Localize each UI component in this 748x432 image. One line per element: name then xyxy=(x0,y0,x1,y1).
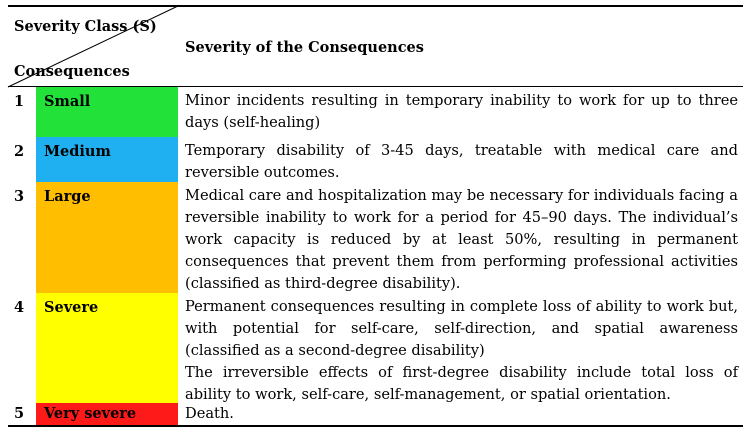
consequence-description xyxy=(185,90,738,134)
table-row-small xyxy=(8,87,743,137)
header-severity-of-consequences: Severity of the Consequences xyxy=(185,39,424,56)
table-row-large xyxy=(8,182,743,293)
row-number: 1 xyxy=(14,93,25,110)
row-number: 2 xyxy=(14,143,25,160)
severity-class-label: Very severe xyxy=(44,405,137,422)
severity-class-cell-very-severe xyxy=(36,403,178,425)
consequence-description xyxy=(185,296,738,406)
description-paragraph: Medical care and hospitalization may be necessary for individuals facing a reversible inability to work for a period for 45–90 days. The individual’s work capacity is reduced by at least 50%, resulting in permanent consequences that prevent them from performing professional activities (classified as third-degree disability). xyxy=(185,187,738,292)
severity-class-cell-severe xyxy=(36,293,178,403)
header-consequences: Consequences xyxy=(14,63,130,80)
row-number: 5 xyxy=(14,405,25,422)
row-number: 3 xyxy=(14,188,25,205)
consequence-description xyxy=(185,140,738,184)
consequence-description xyxy=(185,185,738,295)
row-number: 4 xyxy=(14,299,25,316)
severity-class-label: Medium xyxy=(44,143,111,160)
severity-class-label: Small xyxy=(44,93,91,110)
severity-class-cell-large xyxy=(36,182,178,293)
description-paragraph: Temporary disability of 3-45 days, treatable with medical care and reversible outcomes. xyxy=(185,142,738,181)
description-paragraph: Death. xyxy=(185,405,234,422)
table-bottom-rule xyxy=(8,425,743,427)
description-paragraph: The irreversible effects of first-degree disability include total loss of ability to work, self-care, self-management, or spatial orientation. xyxy=(185,364,738,403)
severity-class-label: Severe xyxy=(44,299,99,316)
severity-class-cell-medium xyxy=(36,137,178,182)
description-paragraph: Minor incidents resulting in temporary inability to work for up to three days (self-healing) xyxy=(185,92,738,131)
header-severity-class: Severity Class (S) xyxy=(14,18,157,35)
table-row-medium xyxy=(8,137,743,182)
consequence-description xyxy=(185,403,738,425)
severity-class-label: Large xyxy=(44,188,91,205)
description-paragraph: Permanent consequences resulting in complete loss of ability to work but, with potential for self-care, self-direction, and spatial awareness (classified as a second-degree disability) xyxy=(185,298,738,359)
severity-class-cell-small xyxy=(36,87,178,137)
table-row-very-severe xyxy=(8,403,743,425)
table-row-severe xyxy=(8,293,743,403)
severity-table xyxy=(8,5,743,427)
